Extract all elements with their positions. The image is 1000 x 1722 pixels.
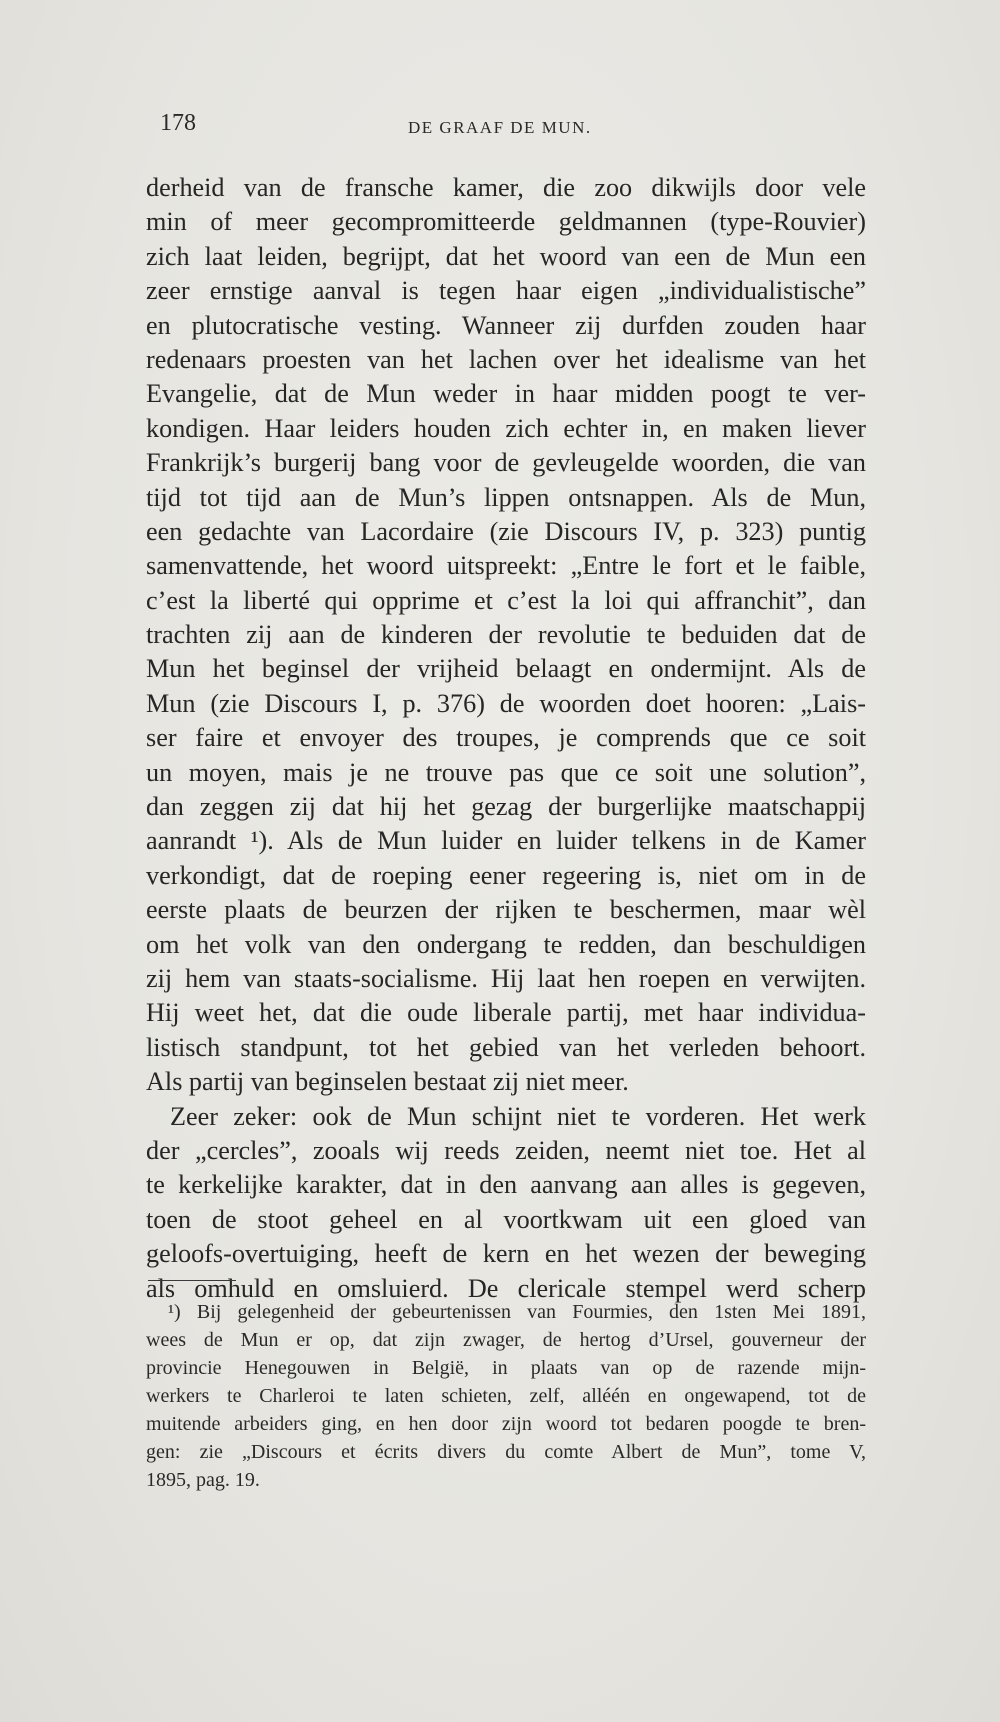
body-line: Zeer zeker: ook de Mun schijnt niet te vorderen. Het werk (170, 1101, 866, 1131)
footnote-line: ¹) Bij gelegenheid der gebeurtenissen van Fourmies, den 1sten Mei 1891, (168, 1301, 866, 1323)
body-line: te kerkelijke karakter, dat in den aanvang aan alles is gegeven, (146, 1170, 866, 1200)
body-line: listisch standpunt, tot het gebied van het verleden behoort. (146, 1032, 866, 1062)
body-line: samenvattende, het woord uitspreekt: „Entre le fort et le faible, (146, 551, 866, 581)
body-text (146, 171, 866, 1306)
body-line: zeer ernstige aanval is tegen haar eigen „individualistische” (146, 276, 866, 306)
body-line: als omhuld en omsluierd. De clericale stempel werd scherp (146, 1273, 866, 1303)
body-line: geloofs-overtuiging, heeft de kern en het wezen der beweging (146, 1239, 866, 1269)
body-line: om het volk van den ondergang te redden, dan beschuldigen (146, 929, 866, 959)
footnote-divider (148, 1280, 236, 1281)
body-line: redenaars proesten van het lachen over het idealisme van het (146, 344, 866, 374)
body-line: Evangelie, dat de Mun weder in haar midden poogt te ver- (146, 379, 866, 409)
body-line: Mun het beginsel der vrijheid belaagt en ondermijnt. Als de (146, 654, 866, 684)
footnote-line: wees de Mun er op, dat zijn zwager, de hertog d’Ursel, gouverneur der (146, 1329, 866, 1351)
body-line: aanrandt ¹). Als de Mun luider en luider telkens in de Kamer (146, 826, 866, 856)
running-title: DE GRAAF DE MUN. (408, 118, 592, 137)
body-line: min of meer gecompromitteerde geldmannen (type-Rouvier) (146, 207, 866, 237)
body-line: toen de stoot geheel en al voortkwam uit een gloed van (146, 1204, 866, 1234)
footnote-line: 1895, pag. 19. (146, 1469, 260, 1491)
body-line: c’est la liberté qui opprime et c’est la loi qui affranchit”, dan (146, 585, 866, 615)
body-line: Mun (zie Discours I, p. 376) de woorden doet hooren: „Lais- (146, 688, 866, 718)
page-number: 178 (160, 110, 196, 136)
body-line: verkondigt, dat de roeping eener regeering is, niet om in de (146, 860, 866, 890)
body-line: derheid van de fransche kamer, die zoo dikwijls door vele (146, 173, 866, 202)
body-line: zij hem van staats-socialisme. Hij laat hen roepen en verwijten. (146, 963, 866, 993)
body-line: zich laat leiden, begrijpt, dat het woord van een de Mun een (146, 241, 866, 271)
body-line: een gedachte van Lacordaire (zie Discours IV, p. 323) puntig (146, 516, 866, 546)
body-line: eerste plaats de beurzen der rijken te beschermen, maar wèl (146, 895, 866, 925)
footnote-line: provincie Henegouwen in België, in plaats van op de razende mijn- (146, 1357, 866, 1379)
body-line: tijd tot tijd aan de Mun’s lippen ontsnappen. Als de Mun, (146, 482, 866, 512)
footnotes (146, 1298, 866, 1494)
body-line: der „cercles”, zooals wij reeds zeiden, neemt niet toe. Het al (146, 1135, 866, 1165)
body-line: trachten zij aan de kinderen der revolutie te beduiden dat de (146, 620, 866, 650)
footnote-line: werkers te Charleroi te laten schieten, zelf, alléén en ongewapend, tot de (146, 1385, 866, 1407)
body-line: dan zeggen zij dat hij het gezag der burgerlijke maatschappij (146, 792, 866, 822)
body-line: ser faire et envoyer des troupes, je comprends que ce soit (146, 723, 866, 753)
body-line: Frankrijk’s burgerij bang voor de gevleugelde woorden, die van (146, 448, 866, 478)
body-line: kondigen. Haar leiders houden zich echter in, en maken liever (146, 413, 866, 443)
body-line: Hij weet het, dat die oude liberale partij, met haar individua- (146, 998, 866, 1028)
footnote-line: muitende arbeiders ging, en hen door zijn woord tot bedaren poogde te bren- (146, 1413, 866, 1435)
body-line: Als partij van beginselen bestaat zij niet meer. (146, 1067, 629, 1097)
running-head (160, 110, 880, 140)
body-line: un moyen, mais je ne trouve pas que ce soit une solution”, (146, 757, 866, 787)
footnote-line: gen: zie „Discours et écrits divers du comte Albert de Mun”, tome V, (146, 1441, 866, 1463)
body-line: en plutocratische vesting. Wanneer zij durfden zouden haar (146, 310, 866, 340)
